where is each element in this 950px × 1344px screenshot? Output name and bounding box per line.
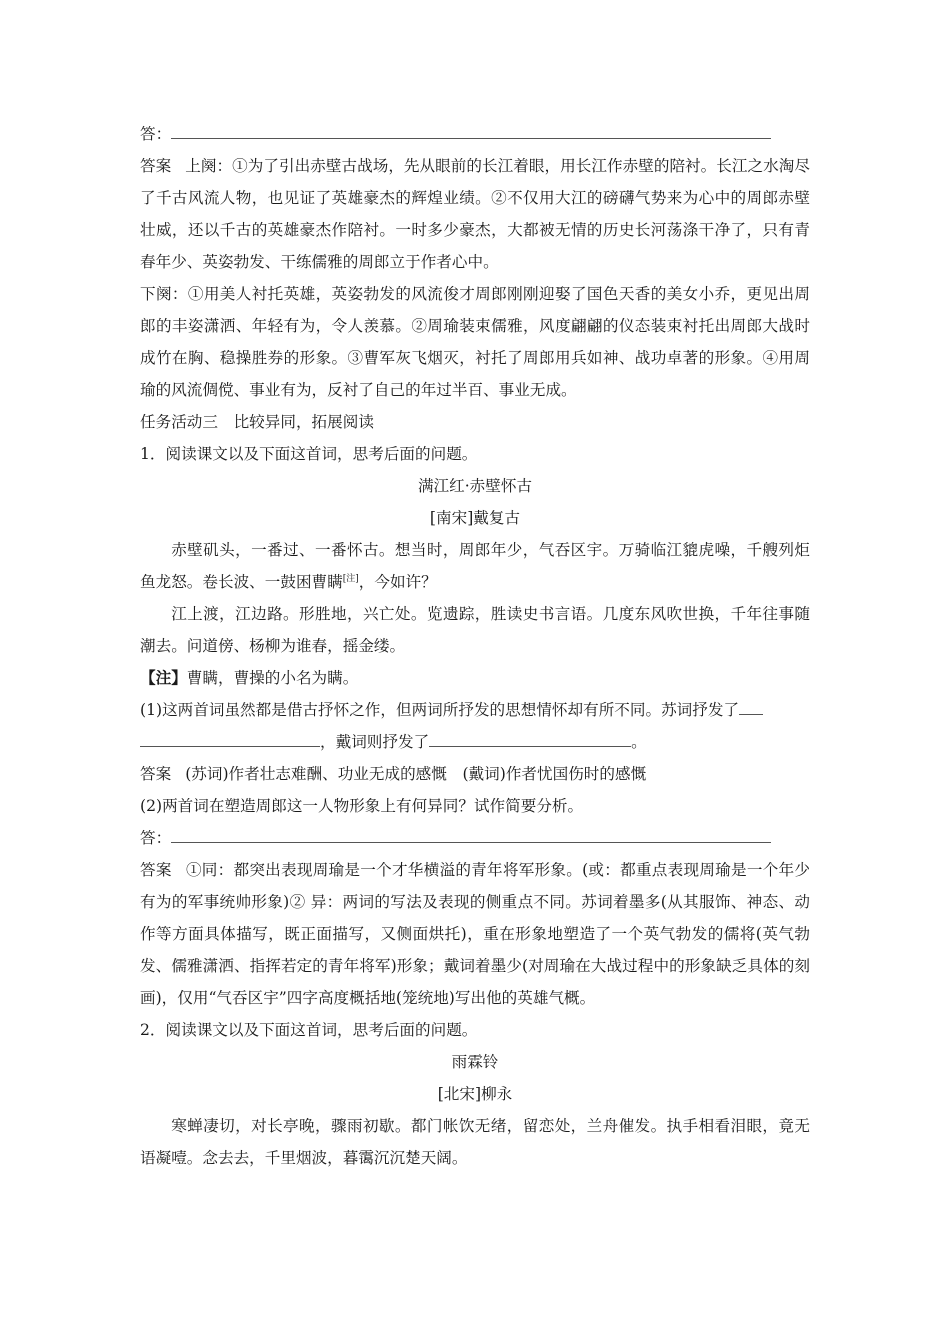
answer-label: 答案	[140, 157, 172, 175]
question-2-intro: 2．阅读课文以及下面这首词，思考后面的问题。	[140, 1021, 478, 1039]
question-1-1-line-2	[140, 726, 810, 758]
note-label: 【注】	[140, 668, 187, 687]
note-marker: [注]	[342, 573, 359, 584]
poem-1-stanza-1	[140, 534, 810, 598]
answer-line-2	[140, 822, 810, 854]
blank-dai-ci[interactable]	[429, 728, 631, 747]
note	[140, 662, 810, 694]
question-1-intro: 1．阅读课文以及下面这首词，思考后面的问题。	[140, 445, 478, 463]
poem-1-title: 满江红·赤壁怀古	[417, 477, 533, 495]
blank-su-ci-start[interactable]	[739, 696, 763, 715]
document-page	[140, 118, 810, 1174]
question-1-2: (2)两首词在塑造周郎这一人物形象上有何异同？试作简要分析。	[140, 797, 584, 815]
answer-1-lower: 下阕：①用美人衬托英雄，英姿勃发的风流俊才周郎刚刚迎娶了国色天香的美女小乔，更见出周郎的丰姿潇洒、年轻有为，令人羡慕。②周瑜装束儒雅，风度翩翩的仪态装束衬托出周郎大战时成竹在胸、稳操胜券的形象。③曹军灰飞烟灭，衬托了周郎用兵如神、战功卓著的形象。④用周瑜的风流倜傥、事业有为，反衬了自己的年过半百、事业无成。	[140, 285, 810, 399]
answer-label: 答案	[140, 861, 172, 879]
poem-1-stanza-1-text: 赤壁矶头，一番过、一番怀古。想当时，周郎年少，气吞区宇。万骑临江貔虎噪，千艘列炬鱼龙怒。卷长波、一鼓困曹瞒	[140, 541, 810, 591]
answer-line-1	[140, 118, 810, 150]
note-text: 曹瞒，曹操的小名为瞒。	[186, 669, 359, 687]
answer-prompt: 答：	[140, 829, 172, 847]
answer-prompt: 答：	[140, 125, 172, 143]
question-1-1-end: 。	[631, 733, 647, 751]
poem-2-title: 雨霖铃	[451, 1053, 499, 1071]
answer-label: 答案	[140, 765, 172, 783]
poem-1-stanza-2: 江上渡，江边路。形胜地，兴亡处。览遗踪，胜读史书言语。几度东风吹世换，千年往事随潮去。问道傍、杨柳为谁春，摇金缕。	[140, 605, 810, 655]
answer-3	[140, 854, 810, 1014]
answer-2-text: (苏词)作者壮志难酬、功业无成的感慨 (戴词)作者忧国伤时的感慨	[185, 765, 647, 783]
answer-blank[interactable]	[171, 824, 771, 843]
poem-2-stanza-1: 寒蝉凄切，对长亭晚，骤雨初歇。都门帐饮无绪，留恋处，兰舟催发。执手相看泪眼，竟无语凝噎。念去去，千里烟波，暮霭沉沉楚天阔。	[140, 1117, 810, 1167]
question-1-1-line-1	[140, 694, 810, 726]
answer-1-upper-text: 上阕：①为了引出赤壁古战场，先从眼前的长江着眼，用长江作赤壁的陪衬。长江之水淘尽了千古风流人物，也见证了英雄豪杰的辉煌业绩。②不仅用大江的磅礴气势来为心中的周郎赤壁壮威，还以千古的英雄豪杰作陪衬。一时多少豪杰，大都被无情的历史长河荡涤干净了，只有青春年少、英姿勃发、干练儒雅的周郎立于作者心中。	[140, 157, 810, 271]
question-1-1-mid: ，戴词则抒发了	[320, 733, 430, 751]
blank-su-ci[interactable]	[140, 728, 320, 747]
poem-1-author: [南宋]戴复古	[429, 509, 521, 527]
answer-blank[interactable]	[171, 120, 771, 139]
answer-2	[140, 758, 810, 790]
poem-1-stanza-1-end: ，今如许？	[358, 573, 437, 591]
question-1-1-text: (1)这两首词虽然都是借古抒怀之作，但两词所抒发的思想情怀却有所不同。苏词抒发了	[140, 701, 740, 719]
task3-title: 任务活动三 比较异同，拓展阅读	[140, 413, 374, 431]
answer-1-upper	[140, 150, 810, 278]
answer-3-text: ①同：都突出表现周瑜是一个才华横溢的青年将军形象。(或：都重点表现周瑜是一个年少有为的军事统帅形象)② 异：两词的写法及表现的侧重点不同。苏词着墨多(从其服饰、神态、动作等方面具体描写，既正面描写，又侧面烘托)，重在形象地塑造了一个英气勃发的儒将(英气勃发、儒雅潇洒、指挥若定的青年将军)形象；戴词着墨少(对周瑜在大战过程中的形象缺乏具体的刻画)，仅用“气吞区宇”四字高度概括地(笼统地)写出他的英雄气概。	[140, 861, 810, 1007]
poem-2-author: [北宋]柳永	[437, 1085, 513, 1103]
